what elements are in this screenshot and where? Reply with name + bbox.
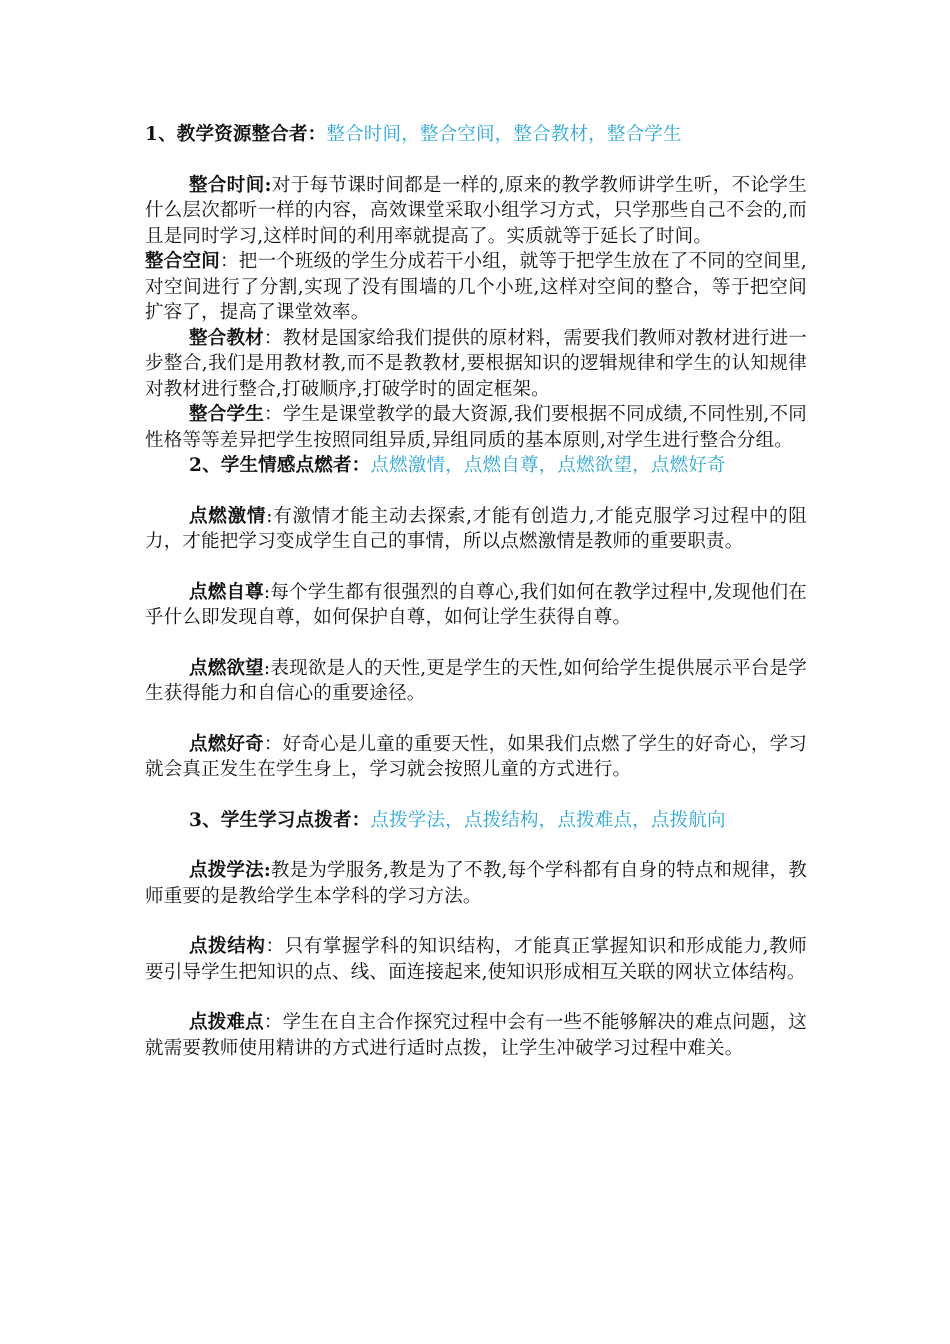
- term-integrate-space: 整合空间: [145, 251, 220, 272]
- text-ignite-self-esteem: :每个学生都有很强烈的自尊心,我们如何在教学过程中,发现他们在乎什么即发现自尊，如何保护自尊，如何让学生获得自尊。: [145, 581, 807, 628]
- paragraph-integrate-students: [145, 402, 807, 453]
- term-guide-difficulty: 点拨难点: [189, 1012, 264, 1033]
- text-guide-method: 教是为学服务,教是为了不教,每个学科都有自身的特点和规律，教师重要的是教给学生本学科的学习方法。: [145, 860, 807, 907]
- section-2-heading: [145, 453, 807, 479]
- section-3-heading: [145, 808, 807, 834]
- section-3-highlight: 点拨学法，点拨结构，点拨难点，点拨航向: [370, 809, 726, 831]
- text-integrate-textbook: ：教材是国家给我们提供的原材料，需要我们教师对教材进行进一步整合,我们是用教材教,而不是教教材,要根据知识的逻辑规律和学生的认知规律对教材进行整合,打破顺序,打破学时的固定框架。: [145, 327, 807, 400]
- term-ignite-desire: 点燃欲望: [189, 657, 264, 679]
- term-guide-method: 点拨学法:: [189, 860, 271, 881]
- paragraph-ignite-self-esteem: [145, 580, 807, 631]
- term-integrate-time: 整合时间:: [189, 174, 272, 196]
- text-integrate-space: ：把一个班级的学生分成若干小组，就等于把学生放在了不同的空间里,对空间进行了分割,实现了没有围墙的几个小班,这样对空间的整合，等于把空间扩容了，提高了课堂效率。: [145, 251, 807, 323]
- text-ignite-desire: :表现欲是人的天性,更是学生的天性,如何给学生提供展示平台是学生获得能力和自信心的重要途径。: [145, 657, 807, 704]
- text-ignite-passion: :有激情才能主动去探索,才能有创造力,才能克服学习过程中的阻力，才能把学习变成学生自己的事情，所以点燃激情是教师的重要职责。: [145, 505, 807, 552]
- paragraph-integrate-space: [145, 249, 807, 326]
- paragraph-ignite-curiosity: [145, 732, 807, 783]
- text-integrate-time: 对于每节课时间都是一样的,原来的教学教师讲学生听，不论学生什么层次都听一样的内容，高效课堂采取小组学习方式，只学那些自己不会的,而且是同时学习,这样时间的利用率就提高了。实质就等于延长了时间。: [145, 174, 807, 247]
- section-1-highlight: 整合时间，整合空间，整合教材，整合学生: [326, 124, 682, 145]
- text-ignite-curiosity: ：好奇心是儿童的重要天性，如果我们点燃了学生的好奇心，学习就会真正发生在学生身上，学习就会按照儿童的方式进行。: [145, 733, 807, 780]
- section-2-title: 2、学生情感点燃者：: [189, 455, 371, 476]
- paragraph-ignite-desire: [145, 656, 807, 707]
- term-ignite-curiosity: 点燃好奇: [189, 733, 264, 755]
- paragraph-guide-difficulty: [145, 1010, 807, 1061]
- text-guide-difficulty: ：学生在自主合作探究过程中会有一些不能够解决的难点问题，这就需要教师使用精讲的方式进行适时点拨，让学生冲破学习过程中难关。: [145, 1012, 807, 1059]
- term-guide-structure: 点拨结构: [189, 936, 266, 957]
- paragraph-integrate-time: [145, 173, 807, 250]
- text-guide-structure: ：只有掌握学科的知识结构，才能真正掌握知识和形成能力,教师要引导学生把知识的点、线、面连接起来,使知识形成相互关联的网状立体结构。: [145, 936, 807, 983]
- paragraph-guide-structure: [145, 934, 807, 985]
- section-2-highlight: 点燃激情，点燃自尊，点燃欲望，点燃好奇: [370, 455, 726, 476]
- paragraph-ignite-passion: [145, 504, 807, 555]
- section-3-title: 3、学生学习点拨者：: [189, 809, 371, 831]
- term-integrate-textbook: 整合教材: [189, 327, 264, 349]
- paragraph-integrate-textbook: [145, 326, 807, 403]
- term-integrate-students: 整合学生: [189, 404, 264, 425]
- term-ignite-passion: 点燃激情: [189, 505, 267, 527]
- document-body: [145, 122, 807, 1061]
- term-ignite-self-esteem: 点燃自尊: [189, 581, 264, 603]
- section-1-title: 1、教学资源整合者：: [145, 124, 327, 145]
- paragraph-guide-method: [145, 858, 807, 909]
- section-1-heading: [145, 122, 807, 148]
- text-integrate-students: ：学生是课堂教学的最大资源,我们要根据不同成绩,不同性别,不同性格等等差异把学生按照同组异质,异组同质的基本原则,对学生进行整合分组。: [145, 404, 807, 451]
